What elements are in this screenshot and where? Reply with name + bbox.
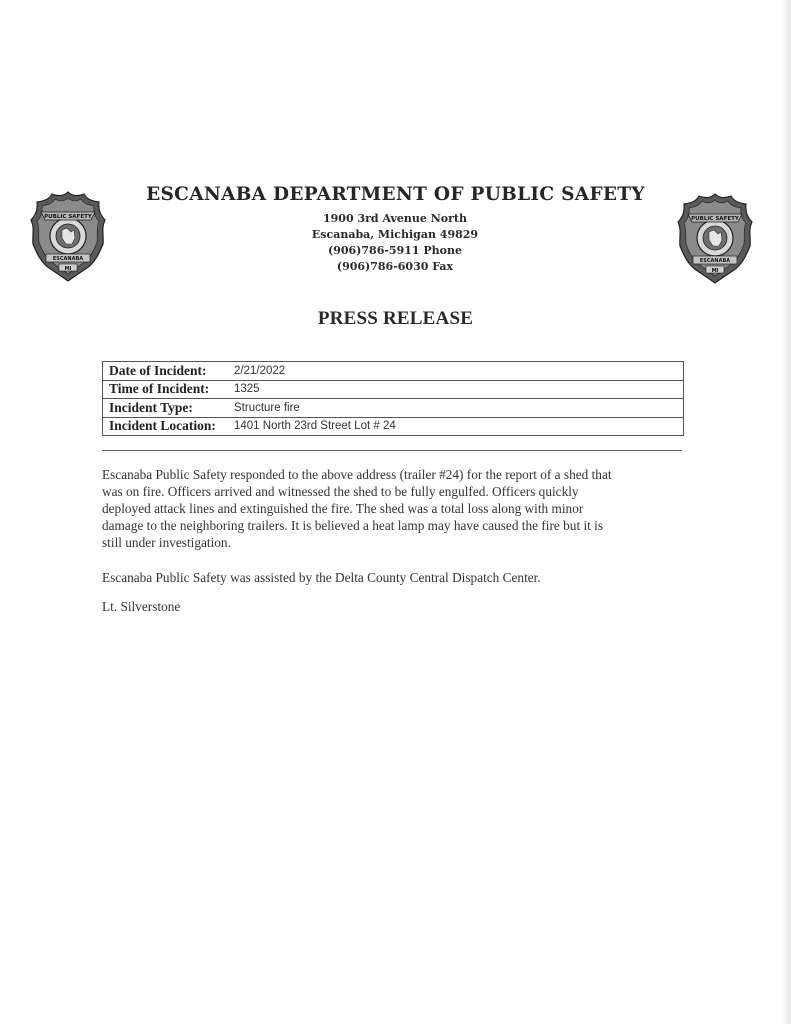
narrative-line: deployed attack lines and extinguished the fire. The shed was a total loss along with minor xyxy=(102,501,584,516)
incident-location-value: 1401 North 23rd Street Lot # 24 xyxy=(234,420,396,433)
address-city: Escanaba, Michigan 49829 xyxy=(311,228,479,241)
incident-time-row xyxy=(103,381,683,400)
incident-type-value: Structure fire xyxy=(234,401,300,414)
incident-date-row xyxy=(103,362,683,381)
svg-text:PUBLIC SAFETY: PUBLIC SAFETY xyxy=(44,214,92,220)
incident-narrative xyxy=(102,466,682,551)
section-divider xyxy=(102,450,682,451)
incident-location-label: Incident Location: xyxy=(109,418,216,434)
narrative-line: still under investigation. xyxy=(102,535,231,550)
incident-type-label: Incident Type: xyxy=(109,399,193,415)
narrative-line: damage to the neighboring trailers. It is believed a heat lamp may have caused the fire but it is xyxy=(102,518,604,533)
incident-info-table xyxy=(102,361,684,436)
incident-time-label: Time of Incident: xyxy=(109,381,210,397)
svg-text:PUBLIC SAFETY: PUBLIC SAFETY xyxy=(691,216,739,222)
svg-text:ESCANABA: ESCANABA xyxy=(52,256,84,262)
svg-text:MI: MI xyxy=(64,266,72,272)
svg-text:MI: MI xyxy=(711,268,719,274)
signature: Lt. Silverstone xyxy=(102,599,181,614)
assistance-note: Escanaba Public Safety was assisted by the Delta County Central Dispatch Center. xyxy=(102,570,541,585)
department-name: ESCANABA DEPARTMENT OF PUBLIC SAFETY xyxy=(146,184,645,205)
incident-time-value: 1325 xyxy=(234,383,260,396)
fax-number: (906)786-6030 Fax xyxy=(336,260,454,273)
document-title: PRESS RELEASE xyxy=(317,308,474,329)
incident-date-value: 2/21/2022 xyxy=(234,364,286,377)
svg-text:ESCANABA: ESCANABA xyxy=(699,258,731,264)
incident-date-label: Date of Incident: xyxy=(109,362,207,378)
narrative-line: Escanaba Public Safety responded to the above address (trailer #24) for the report of a shed that xyxy=(102,467,612,482)
incident-location-row xyxy=(103,418,683,436)
police-badge-left-icon xyxy=(29,188,107,284)
phone-number: (906)786-5911 Phone xyxy=(328,244,462,257)
narrative-line: was on fire. Officers arrived and witnessed the shed to be fully engulfed. Officers quickly xyxy=(102,484,579,499)
police-badge-right-icon xyxy=(676,190,754,286)
address-street: 1900 3rd Avenue North xyxy=(323,212,467,225)
incident-type-row xyxy=(103,399,683,418)
page-edge-shadow xyxy=(781,0,791,1024)
